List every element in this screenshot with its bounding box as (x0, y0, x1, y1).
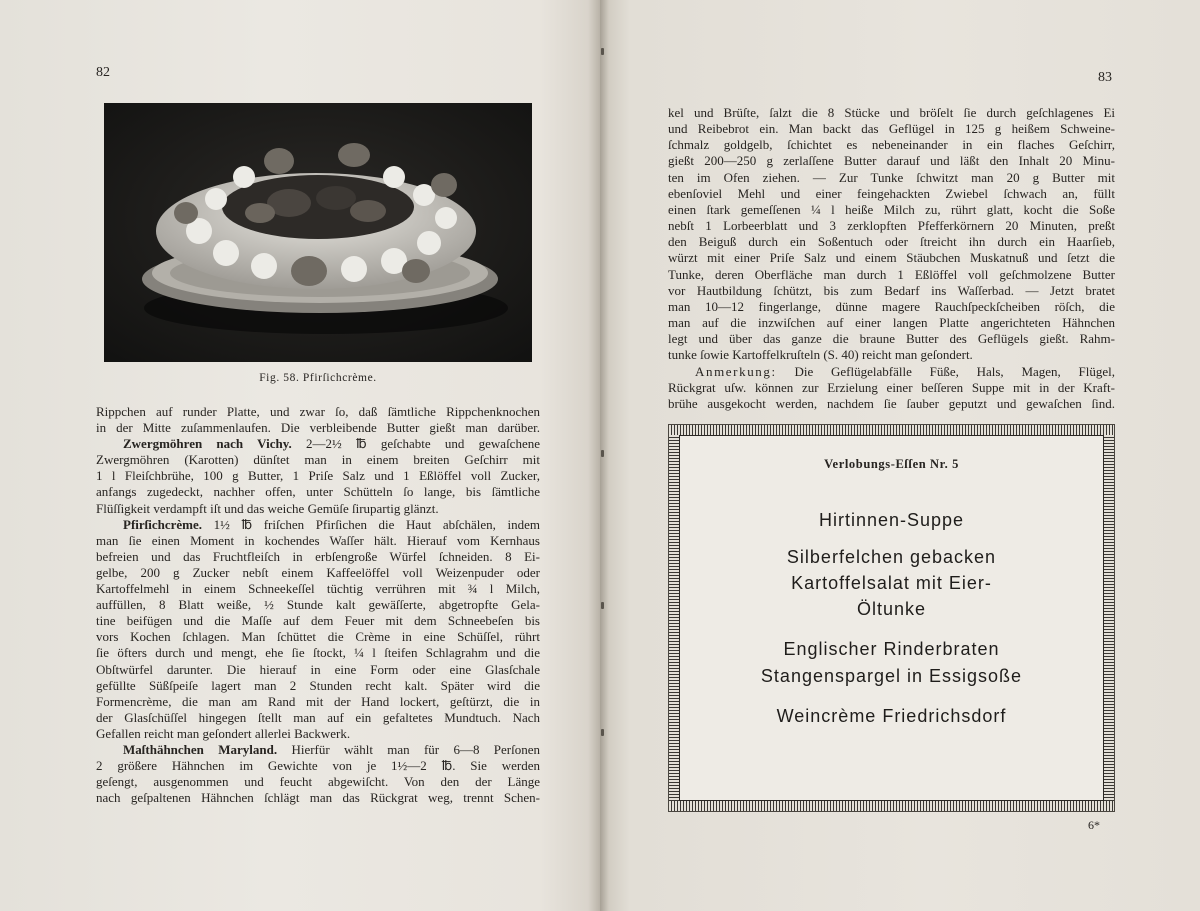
binding-stitch (601, 602, 604, 609)
text-line: ten im Ofen ziehen. — Zur Tunke ſchwitzt man 20 g Butter mit (668, 169, 1115, 185)
text-line: Obſtwürfel darunter. Die hierauf in eine Form oder eine Glasſchale (96, 661, 540, 677)
note-label: Anmerkung: (695, 363, 777, 379)
text-line: legt und über das ganze die braune Butter des Geflügels gießt. Rahm- (668, 331, 1115, 347)
menu-course: Weincrème Friedrichsdorf (776, 706, 1007, 726)
text-line: befreien und das Fruchtfleiſch in erbſengroße Würfel ſchneiden. 8 Ei- (96, 548, 540, 564)
text-line: ſchmalz goldgelb, ſchichtet es nebeneinander in ein flaches Geſchirr, (668, 137, 1115, 153)
text-line: auffüllen, 8 Blatt weiße, ½ Stunde kalt gewäſſerte, abgetropfte Gela- (96, 597, 540, 613)
line-text: 2—2½ ℔ geſchabte und gewaſchene (305, 436, 540, 452)
binding-stitch (601, 450, 604, 457)
signature-mark: 6* (1088, 818, 1100, 832)
menu-title: Verlobungs-Eſſen Nr. 5 (824, 457, 959, 471)
text-line: tine beifügen und die Maſſe auf dem Feuer mit dem Schneebeſen bis (96, 613, 540, 629)
text-line: der Glasſchüſſel hingegen ſtellt man auf ein gefaltetes Mundtuch. Nach (96, 709, 540, 725)
left-body-text (96, 404, 540, 806)
text-line: vor Hautbildung ſchützt, bis zum Bedarf ins Waſſerbad. — Jetzt bratet (668, 282, 1115, 298)
text-line: 1 l Fleiſchbrühe, 100 g Butter, 1 Priſe Salz und 1 Eßlöffel voll Zucker, (96, 468, 540, 484)
text-line: gefüllte Süßſpeiſe lagert man 2 Stunden recht kalt. Später wird die (96, 677, 540, 693)
text-line: den Beiguß durch ein Soßentuch oder ſtreicht ihn durch ein Haarſieb, (668, 234, 1115, 250)
text-line: man ſie einen Moment in kochendes Waſſer hält. Hierauf vom Kernhaus (96, 532, 540, 548)
line-text: Hierfür wählt man für 6—8 Perſonen (291, 741, 540, 757)
text-line: gelbe, 200 g Zucker nebſt einem Kaffeelöffel voll Weizenpuder oder (96, 564, 540, 580)
text-line: nach geſpaltenen Hähnchen ſchlägt man das Rückgrat weg, trennt Schen- (96, 790, 540, 806)
text-line: einen ſtark gemeſſenen ¼ l heiße Milch zu, rührt glatt, kocht die Soße (668, 201, 1115, 217)
text-line (668, 364, 1115, 380)
menu-course: Stangenspargel in Essigsoße (760, 666, 1023, 686)
text-line: man 10—12 fingerlange, dünne magere Rauchſpeckſcheiben röſch, die (668, 298, 1115, 314)
right-body-text (668, 105, 1115, 412)
text-line: kel und Brüſte, ſalzt die 8 Stücke und bröſelt ſie durch geſchlagenes Ei (668, 105, 1115, 120)
page-number: 83 (1098, 70, 1112, 85)
text-line: 2 größere Hähnchen im Gewichte von je 1½—2 ℔. Sie werden (96, 758, 540, 774)
text-line (96, 742, 540, 758)
text-line: vors Kochen ſchlagen. Man ſchüttet die Crème in eine Schüſſel, rührt (96, 629, 540, 645)
text-line (96, 517, 540, 533)
text-line: man auf die inzwiſchen auf einer langen Platte angerichteten Hähnchen (668, 315, 1115, 331)
page-number: 82 (96, 65, 110, 80)
text-line: anfangs zugedeckt, nachher offen, unter Schütteln ſo lange, bis ſämtliche (96, 484, 540, 500)
pfirsichcreme-photo (104, 103, 532, 362)
text-line: würzt mit einer Priſe Salz und einem Stäubchen Muskatnuß und ſetzt die (668, 250, 1115, 266)
menu-course: Silberfelchen gebacken (786, 547, 997, 567)
binding-stitch (601, 729, 604, 736)
text-line: Kartoffelmehl in einem Schneekeſſel tüchtig verrühren mit ¾ l Milch, (96, 581, 540, 597)
line-text: 1½ ℔ friſchen Pfirſichen die Haut abſchälen, indem (213, 516, 540, 532)
text-line: ſie öfters durch und mengt, ehe ſie ſtockt, ¼ l ſteifen Schlagrahm und die (96, 645, 540, 661)
recipe-title: Pfirſichcrème. (123, 516, 203, 532)
text-line: gießt 200—250 g zerlaſſene Butter darauf und läßt den Inhalt 20 Minu- (668, 153, 1115, 169)
line-text: Die Geflügelabfälle Füße, Hals, Magen, Flügel, (794, 363, 1115, 379)
text-line: nebſt 1 Lorbeerblatt und 3 zerklopften Pfefferkörnern 20 Minuten, preßt (668, 218, 1115, 234)
text-line (96, 436, 540, 452)
text-line: Tunke, deren Oberfläche man durch 1 Eßlöffel voll geſchmolzene Butter (668, 266, 1115, 282)
binding-stitch (601, 48, 604, 55)
text-line: Rückgrat uſw. können zur Erzielung einer beſſeren Suppe mit in der Kraft- (668, 379, 1115, 395)
text-line: brühe ausgekocht werden, nachdem ſie ſauber geputzt und gewaſchen ſind. (668, 395, 1115, 411)
text-line: Formencrème, die man am Rand mit der Hand lockert, geſtürzt, die in (96, 693, 540, 709)
recipe-title: Zwergmöhren nach Vichy. (123, 436, 292, 452)
text-line: Flüſſigkeit verdampft iſt und das weiche Gemüſe ſirupartig glänzt. (96, 500, 439, 516)
figure-caption: Fig. 58. Pfirſichcrème. (259, 372, 377, 384)
text-line: tunke ſowie Kartoffelkruſteln (S. 40) reicht man geſondert. (668, 347, 973, 363)
text-line: in der Mitte zuſammenlaufen. Die verbleibende Butter gießt man darüber. (96, 420, 540, 436)
menu-course: Englischer Rinderbraten (783, 639, 1000, 659)
menu-course: Kartoffelsalat mit Eier- (791, 573, 992, 593)
recipe-title: Maſthähnchen Maryland. (123, 741, 278, 757)
menu-course: Öltunke (856, 599, 927, 619)
text-line: Zwergmöhren (Karotten) dünſtet man in einem breiten Geſchirr mit (96, 452, 540, 468)
text-line: geſengt, ausgenommen und feucht abgewiſcht. Von den der Länge (96, 774, 540, 790)
menu-course: Hirtinnen-Suppe (818, 510, 965, 530)
menu-card (668, 424, 1115, 812)
text-line: und Reibebrot ein. Man backt das Geflügel in 125 g heißem Schweine- (668, 121, 1115, 137)
text-line: Rippchen auf runder Platte, und zwar ſo, daß ſämtliche Rippchenknochen (96, 404, 540, 419)
text-line: Gefallen reicht man geſondert allerlei Backwerk. (96, 725, 351, 741)
text-line: ebenſoviel Mehl und einer feingehackten Zwiebel ſchwach an, füllt (668, 185, 1115, 201)
